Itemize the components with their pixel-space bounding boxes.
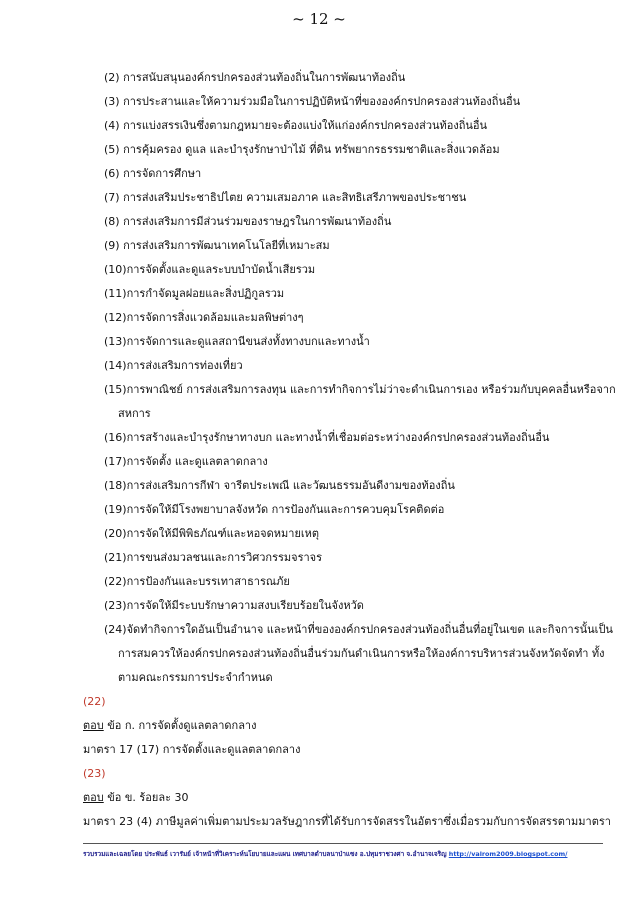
list-item: (12)การจัดการสิ่งแวดล้อมและมลพิษต่างๆ [104, 311, 304, 324]
list-item: (5) การคุ้มครอง ดูแล และบำรุงรักษาป่าไม้ ที่ดิน ทรัพยากรธรรมชาติและสิ่งแวดล้อม [104, 143, 500, 156]
reference-line: มาตรา 23 (4) ภาษีมูลค่าเพิ่มตามประมวลรัษฎากรที่ได้รับการจัดสรรในอัตราซึ่งเมื่อรวมกับการจัดสรรตามมาตรา [83, 815, 611, 828]
list-item: (21)การขนส่งมวลชนและการวิศวกรรมจราจร [104, 551, 323, 564]
reference-line: มาตรา 17 (17) การจัดตั้งและดูแลตลาดกลาง [83, 743, 301, 756]
page-number: ~ 12 ~ [292, 10, 346, 28]
answer-line [83, 714, 256, 738]
list-item-continuation: ตามคณะกรรมการประจำกำหนด [118, 671, 273, 684]
list-item: (9) การส่งเสริมการพัฒนาเทคโนโลยีที่เหมาะสม [104, 239, 330, 252]
footer [83, 849, 567, 859]
list-item-continuation: สหการ [118, 407, 151, 420]
list-item: (11)การกำจัดมูลฝอยและสิ่งปฏิกูลรวม [104, 287, 285, 300]
list-item: (17)การจัดตั้ง และดูแลตลาดกลาง [104, 455, 268, 468]
list-item: (18)การส่งเสริมการกีฬา จารีตประเพณี และวัฒนธรรมอันดีงามของท้องถิ่น [104, 479, 455, 492]
list-item: (10)การจัดตั้งและดูแลระบบบำบัดน้ำเสียรวม [104, 263, 316, 276]
list-item: (7) การส่งเสริมประชาธิปไตย ความเสมอภาค และสิทธิเสรีภาพของประชาชน [104, 191, 467, 204]
list-item: (4) การแบ่งสรรเงินซึ่งตามกฎหมายจะต้องแบ่งให้แก่องค์กรปกครองส่วนท้องถิ่นอื่น [104, 119, 488, 132]
list-item: (13)การจัดการและดูแลสถานีขนส่งทั้งทางบกและทางน้ำ [104, 335, 370, 348]
list-item: (15)การพาณิชย์ การส่งเสริมการลงทุน และการทำกิจการไม่ว่าจะดำเนินการเอง หรือร่วมกับบุคคลอื่นหรือจาก [104, 383, 616, 396]
question-number: (23) [83, 767, 106, 780]
answer-text: ข้อ ก. การจัดตั้งดูแลตลาดกลาง [103, 719, 257, 732]
list-item-continuation: การสมควรให้องค์กรปกครองส่วนท้องถิ่นอื่นร่วมกันดำเนินการหรือให้องค์การบริหารส่วนจังหวัดจัดทำ ทั้ง [118, 647, 605, 660]
list-item: (3) การประสานและให้ความร่วมมือในการปฏิบัติหน้าที่ขององค์กรปกครองส่วนท้องถิ่นอื่น [104, 95, 521, 108]
answer-line [83, 786, 188, 810]
list-item: (22)การป้องกันและบรรเทาสาธารณภัย [104, 575, 290, 588]
footer-divider [83, 843, 603, 844]
list-item: (14)การส่งเสริมการท่องเที่ยว [104, 359, 243, 372]
list-item: (19)การจัดให้มีโรงพยาบาลจังหวัด การป้องกันและการควบคุมโรคติดต่อ [104, 503, 445, 516]
list-item: (2) การสนับสนุนองค์กรปกครองส่วนท้องถิ่นในการพัฒนาท้องถิ่น [104, 71, 406, 84]
answer-label: ตอบ [83, 791, 104, 804]
footer-link[interactable]: http://valrom2009.blogspot.com/ [448, 850, 568, 858]
list-item: (24)จัดทำกิจการใดอันเป็นอำนาจ และหน้าที่ขององค์กรปกครองส่วนท้องถิ่นอื่นที่อยู่ในเขต และกิจการนั้นเป็น [104, 623, 613, 636]
answer-text: ข้อ ข. ร้อยละ 30 [103, 791, 189, 804]
list-item: (23)การจัดให้มีระบบรักษาความสงบเรียบร้อยในจังหวัด [104, 599, 364, 612]
list-item: (20)การจัดให้มีพิพิธภัณฑ์และหอจดหมายเหตุ [104, 527, 320, 540]
list-item: (8) การส่งเสริมการมีส่วนร่วมของราษฎรในการพัฒนาท้องถิ่น [104, 215, 392, 228]
list-item: (6) การจัดการศึกษา [104, 167, 202, 180]
list-item: (16)การสร้างและบำรุงรักษาทางบก และทางน้ำที่เชื่อมต่อระหว่างองค์กรปกครองส่วนท้องถิ่นอื่น [104, 431, 550, 444]
footer-text: รวบรวมและเฉลยโดย ประพันธ์ เวารัมย์ เจ้าหน้าที่วิเคราะห์นโยบายและแผน เทศบาลตำบลนาป่าแซง อ.ปทุมราชวงศา จ.อำนาจเจริญ [83, 850, 449, 858]
question-number: (22) [83, 695, 106, 708]
answer-label: ตอบ [83, 719, 104, 732]
